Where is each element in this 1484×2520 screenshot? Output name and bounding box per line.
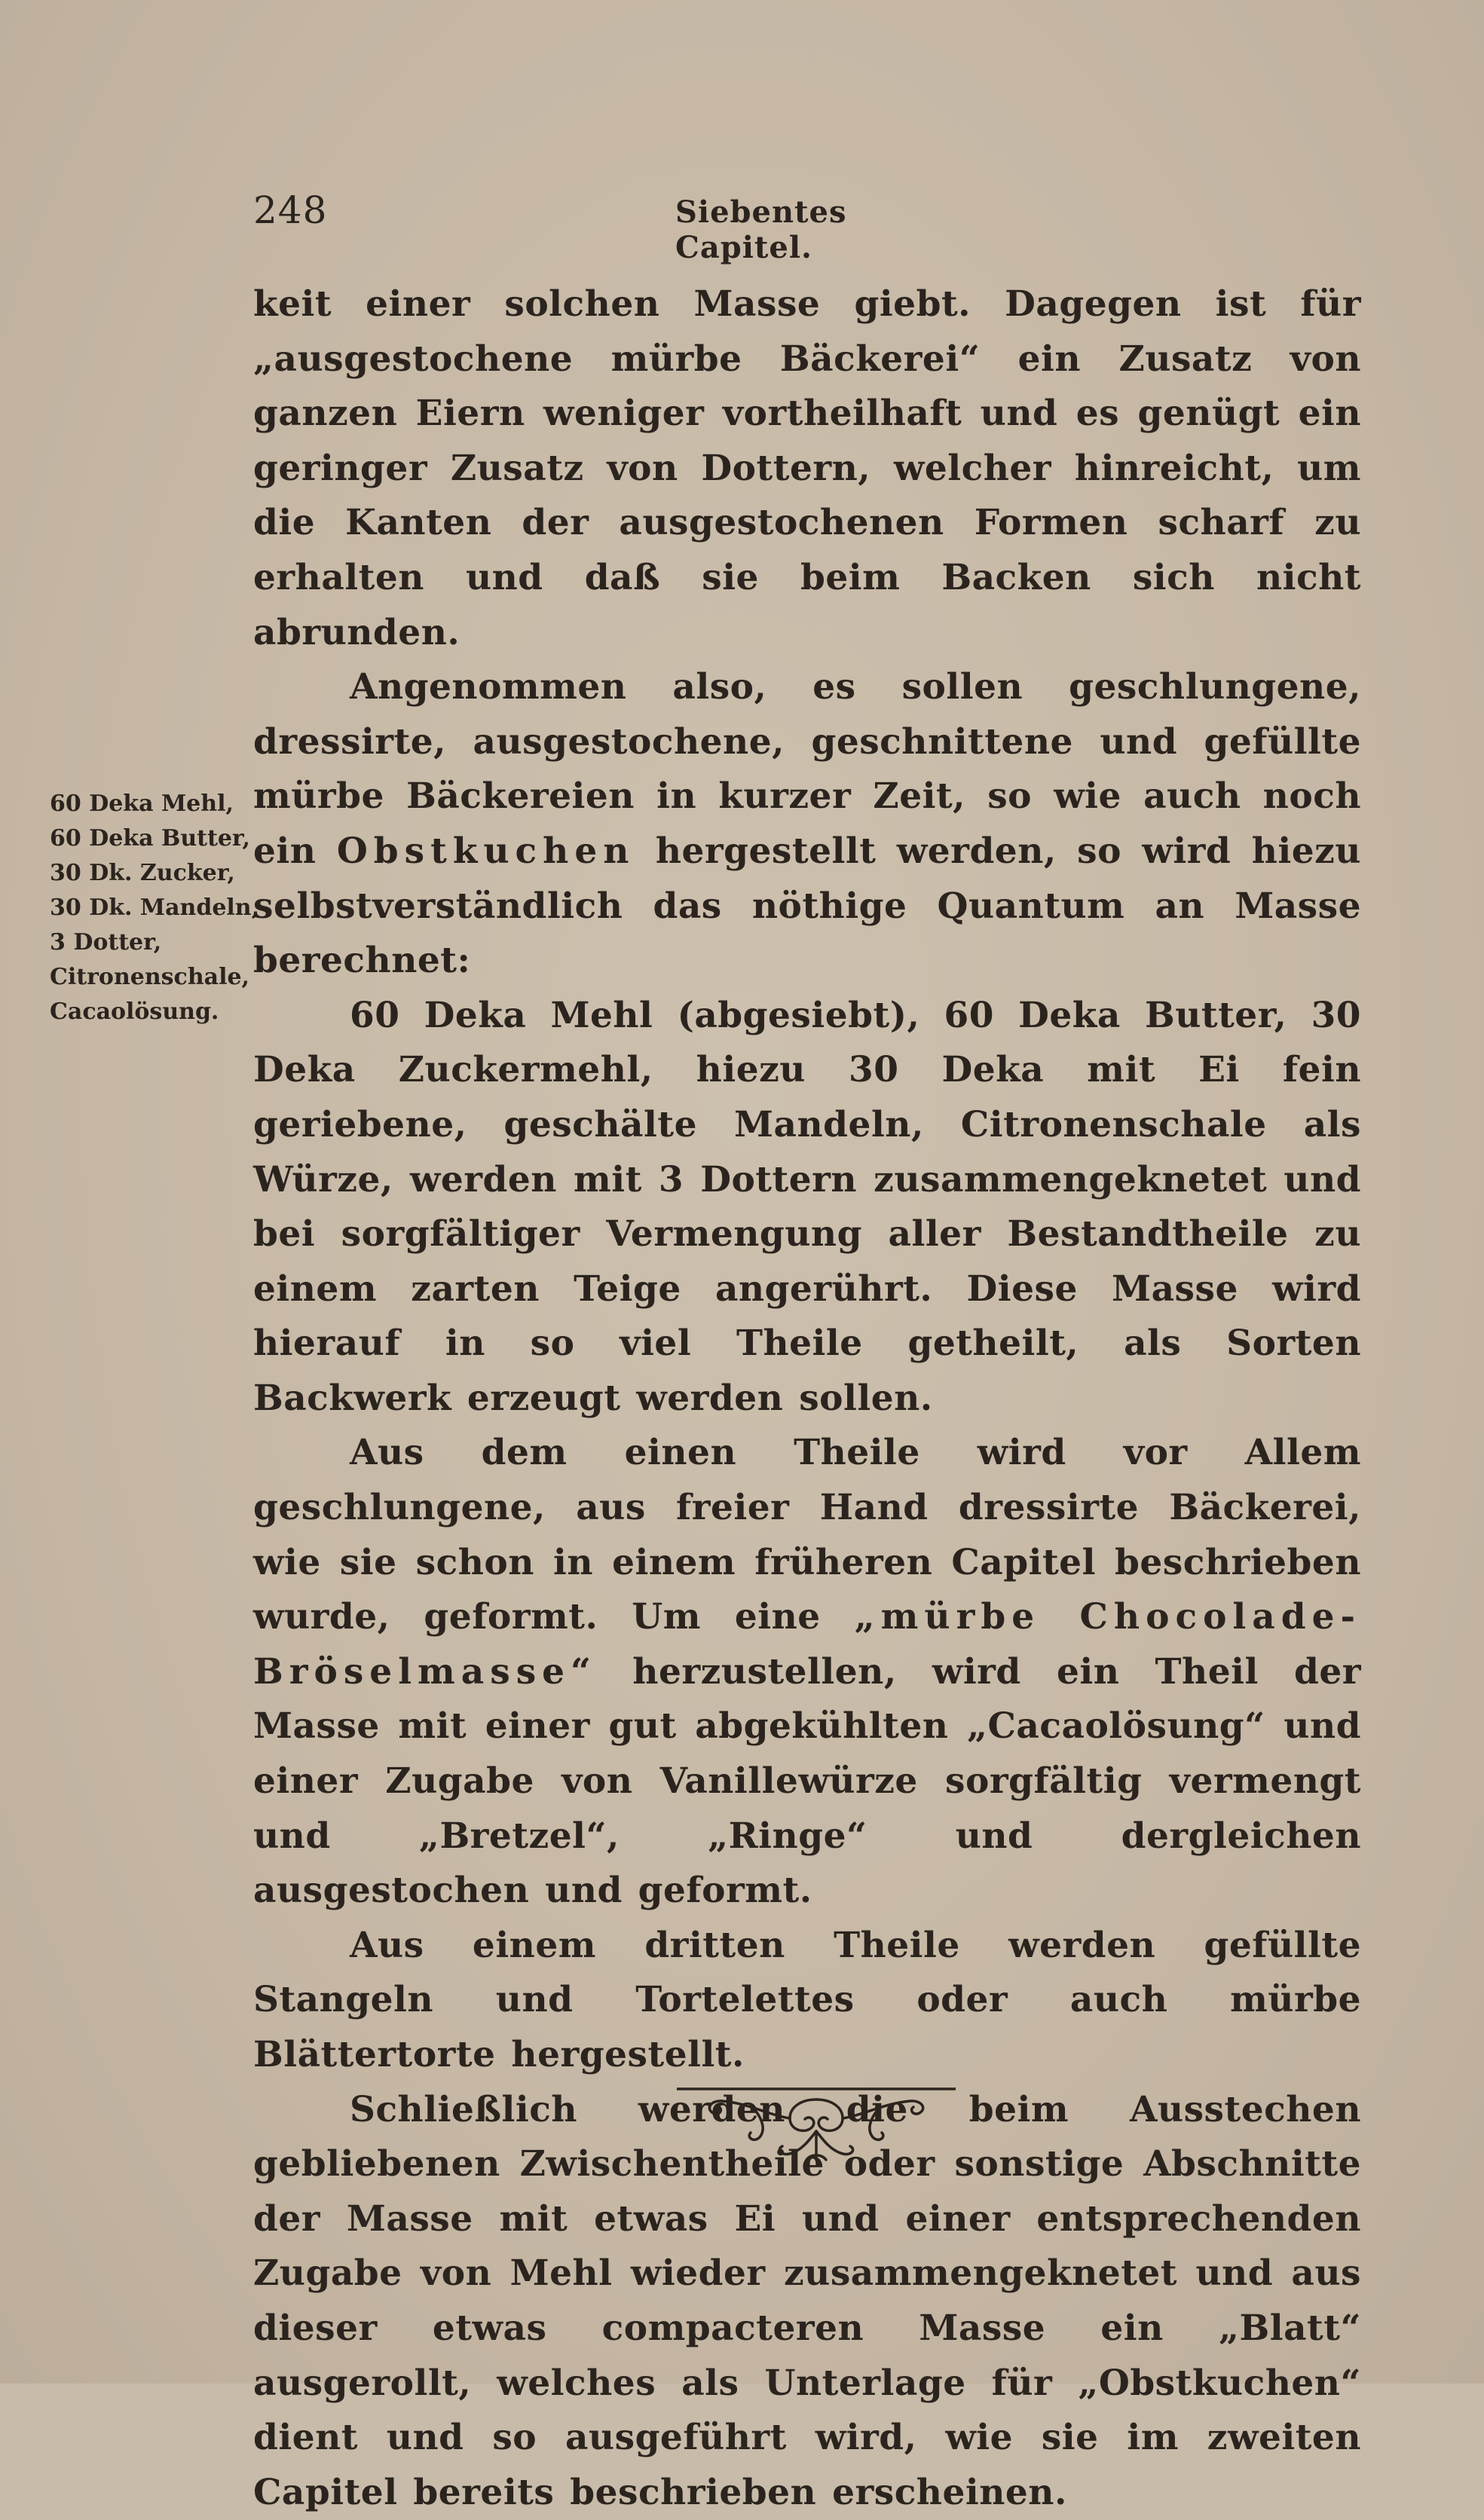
paragraph-text: Angenommen also, es sollen geschlungene, dressirte, ausgestochene, geschnittene und gefüllte mürbe Bäckereien in kurzer Zeit, so wie auch noch ein: [253, 666, 1361, 872]
margin-note: 60 Deka Butter,: [50, 825, 251, 852]
scroll-ornament-icon: [677, 2084, 956, 2167]
paragraph-third-part: Aus einem dritten Theile werden gefüllte Stangeln und Tortelettes oder auch mürbe Blättertorte hergestellt.: [253, 1924, 1361, 2075]
margin-note: Citronenschale,: [50, 964, 249, 990]
margin-note: Cacaolösung.: [50, 999, 219, 1025]
margin-note: 3 Dotter,: [50, 929, 162, 956]
page-header: [253, 188, 947, 265]
paragraph-text: Aus dem einen Theile wird vor Allem geschlungene, aus freier Hand dressirte Bäckerei, wie sie schon in einem früheren Capitel beschrieben wurde, geformt. Um eine: [253, 1432, 1361, 1638]
paragraph-text: hergestellt werden, so wird hiezu selbstverständlich das nöthige Quantum an Masse berechnet:: [253, 830, 1361, 982]
margin-notes: [50, 787, 260, 1029]
paragraph-ingredients-intro: [253, 660, 1361, 989]
body-text: [253, 277, 1361, 2520]
margin-note: 30 Dk. Zucker,: [50, 860, 235, 886]
emphasis-chocolade: „mürbe Chocolade-Bröselmasse“: [253, 1596, 1361, 1693]
paragraph-text: herzustellen, wird ein Theil der Masse mit einer gut abgekühlten „Cacaolösung“ und einer Zugabe von Vanillewürze sorgfältig vermengt und „Bretzel“, „Ringe“ und dergleichen ausgestochen und geformt.: [253, 1650, 1361, 1912]
running-head: Siebentes Capitel.: [675, 194, 847, 265]
paragraph-leftovers: Schließlich werden die beim Ausstechen gebliebenen Zwischentheile oder sonstige Abschnitte der Masse mit etwas Ei und einer entsprechenden Zugabe von Mehl wieder zusammengeknetet und aus dieser etwas compacteren Masse ein „Blatt“ ausgerollt, welches als Unterlage für „Obstkuchen“ dient und so ausgeführt wird, wie sie im zweiten Capitel bereits beschrieben erscheinen.: [253, 2088, 1361, 2513]
margin-note: 60 Deka Mehl,: [50, 791, 234, 817]
margin-note: 30 Dk. Mandeln,: [50, 895, 260, 921]
paragraph-continued: keit einer solchen Masse giebt. Dagegen ist für „ausgestochene mürbe Bäckerei“ ein Zusatz von ganzen Eiern weniger vortheilhaft und es genügt ein geringer Zusatz von Dottern, welcher hinreicht, um die Kanten der ausgestochenen Formen scharf zu erhalten und daß sie beim Backen sich nicht abrunden.: [253, 283, 1361, 653]
paragraph-chocolate: [253, 1426, 1361, 1918]
paragraph-recipe: 60 Deka Mehl (abgesiebt), 60 Deka Butter, 30 Deka Zuckermehl, hiezu 30 Deka mit Ei fein geriebene, geschälte Mandeln, Citronenschale als Würze, werden mit 3 Dottern zusammengeknetet und bei sorgfältiger Vermengung aller Bestandtheile zu einem zarten Teige angerührt. Diese Masse wird hierauf in so viel Theile getheilt, als Sorten Backwerk erzeugt werden sollen.: [253, 994, 1361, 1419]
page-number: 248: [253, 188, 328, 232]
emphasis-obstkuchen: Obstkuchen: [336, 830, 635, 872]
